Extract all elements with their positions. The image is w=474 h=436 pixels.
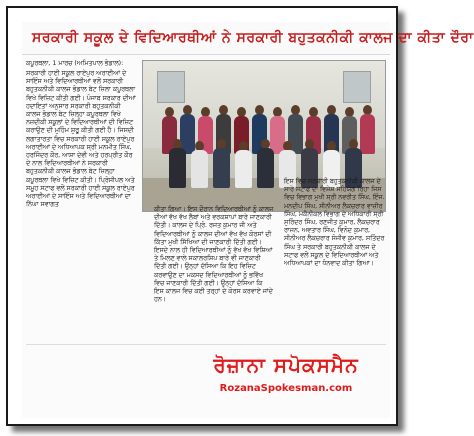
article-column-3: ਇਸ ਵਿਚ ਸਰਕਾਰੀ ਬਹੁਤਕਨੀਕੀ ਕਾਲਜ ਦੇ ਸਾਰੇ ਸਟਾਫ ਦਾ ਵਿਸ਼ੇਸ਼ ਸਹਿਯੋਗ ਰਿਹਾ ਜਿਸ ਵਿਚ ਵਿਭਾਗ ਮੁਖੀ ਸ੍ਰੀ ਨਵਰੀਤ ਸਿੰਘ, ਇੰਜ. ਮਨਦੀਪ ਸਿੰਘ, ਸੀਨੀਅਰ ਲੈਕਚਰਾਰ ਵਾਜ਼ੀਰ ਸਿੰਘ, ਮਕੈਨੀਕਲ ਵਿਭਾਗ ਦੇ ਅਧਿਕਾਰੀ ਸ੍ਰੀ ਸੁਰਿੰਦਰ ਸਿੰਘ, ਰਣਜੀਤ ਕੁਮਾਰ, ਲੈਕਚਰਾਰ ਰਾਜਨ, ਅਵਤਾਰ ਸਿੰਘ, ਵਿਨੋਦ ਕੁਮਾਰ, ਸੀਨੀਅਰ ਲੈਕਚਰਾਰ ਸੰਜੀਵ ਕੁਮਾਰ, ਸਤਿੰਦਰ ਸਿੰਘ ਤੇ ਸਰਕਾਰੀ ਬਹੁਤਕਨੀਕੀ ਕਾਲਜ ਦੇ ਸਟਾਫ ਵਲੋਂ ਸਕੂਲ ਦੇ ਵਿਦਿਆਰਥੀਆਂ ਅਤੇ ਅਧਿਆਪਕਾਂ ਦਾ ਧੰਨਵਾਦ ਕੀਤਾ ਗਿਆ। <box>284 178 385 268</box>
article-dateline: ਕਪੂਰਥਲਾ, 1 ਮਾਰਚ (ਅਮਿਤਪਾਲ ਭੰਡਾਲ): <box>26 60 124 67</box>
person <box>257 148 274 188</box>
person <box>213 148 230 188</box>
column-bottom-rule <box>26 344 386 345</box>
article-headline: ਸਰਕਾਰੀ ਸਕੂਲ ਦੇ ਵਿਦਿਆਰਥੀਆਂ ਨੇ ਸਰਕਾਰੀ ਬਹੁਤਕਨੀਕੀ ਕਾਲਜ ਦਾ ਕੀਤਾ ਦੌਰਾ <box>32 30 474 46</box>
article-column-1: ਸਰਕਾਰੀ ਹਾਈ ਸਕੂਲ ਰਾਏਪੁਰ ਅਰਾਈਆਂ ਦੇ ਸਾਇੰਸ ਅਤੇ ਵਿਦਿਆਰਥੀਆਂ ਵਲੋਂ ਸਰਕਾਰੀ ਬਹੁਤਕਨੀਕੀ ਕਾਲਜ ਭੰਡਾਲ ਬੇਟ ਜ਼ਿਲਾ ਕਪੂਰਥਲਾ ਵਿਖੇ ਵਿਜ਼ਿਟ ਕੀਤੀ ਗਈ। ਪੰਜਾਬ ਸਰਕਾਰ ਦੀਆਂ ਹਦਾਇਤਾਂ ਅਨੁਸਾਰ ਸਰਕਾਰੀ ਬਹੁਤਕਨੀਕੀ ਕਾਲਜ ਭੰਡਾਲ ਬੇਟ ਜ਼ਿਲ੍ਹਾ ਕਪੂਰਥਲਾ ਵਿਖੇ ਨਜ਼ਦੀਕੀ ਸਕੂਲਾਂ ਦੇ ਵਿਦਿਆਰਥੀਆਂ ਦੀ ਵਿਜ਼ਿਟ ਕਰਾਉਣ ਦੀ ਮੁਹਿੰਮ ਸ਼ੁਰੂ ਕੀਤੀ ਗਈ ਹੈ। ਜਿਸਦੀ ਲਗਾਤਾਰਤਾ ਵਿਚ ਸਰਕਾਰੀ ਹਾਈ ਸਕੂਲ ਰਾਏਪੁਰ ਅਰਾਈਆਂ ਦੇ ਅਧਿਆਪਕ ਸ੍ਰੀ ਮਨਮੀਤ ਸਿੰਘ, ਹਰਜਿੰਦਰ ਕੌਰ, ਆਸ਼ਾ ਦੇਵੀ ਅਤੇ ਹਰਪ੍ਰੀਤ ਕੌਰ ਦੇ ਨਾਲ ਵਿਦਿਆਰਥੀਆਂ ਨੇ ਸਰਕਾਰੀ ਬਹੁਤਕਨੀਕੀ ਕਾਲਜ ਭੰਡਾਲ ਬੇਟ ਜ਼ਿਲ੍ਹਾ ਕਪੂਰਥਲਾ ਵਿਖੇ ਵਿਜ਼ਿਟ ਕੀਤੀ। ਪ੍ਰਿੰਸੀਪਲ ਅਤੇ ਸਮੂਹ ਸਟਾਫ ਵਲੋਂ ਸਰਕਾਰੀ ਹਾਈ ਸਕੂਲ ਰਾਏਪੁਰ ਅਰਾਈਆਂ ਦੇ ਸਾਇੰਸ ਅਤੇ ਵਿਦਿਆਰਥੀਆਂ ਦਾ ਨਿੱਘਾ ਸਵਾਗਤ <box>26 70 136 209</box>
person <box>191 150 208 188</box>
newspaper-masthead: ਰੋਜ਼ਾਨਾ ਸਪੋਕਸਮੈਨ <box>213 353 359 377</box>
clipping-frame <box>6 6 474 426</box>
article-column-2: ਕੀਤਾ ਗਿਆ। ਇਸ ਦੌਰਾਨ ਵਿਦਿਆਰਥੀਆਂ ਨੂੰ ਕਾਲਜ ਦੀਆਂ ਵੱਖ ਵੱਖ ਲੈਬਾਂ ਅਤੇ ਵਰਕਸ਼ਾਪਾਂ ਬਾਰੇ ਜਾਣਕਾਰੀ ਦਿੱਤੀ। ਕਾਲਜ ਦੇ ਪ੍ਰਿੰ. ਰਜਤ ਕੁਮਾਰ ਜੀ ਅਤੇ ਵਿਦਿਆਰਥੀਆਂ ਨੂੰ ਕਾਲਜ ਦੀਆਂ ਵੱਖ ਵੱਖ ਕੋਰਸਾਂ ਦੀ ਕਿੱਤਾ ਮੁਖੀ ਸਿੱਖਿਆ ਦੀ ਜਾਣਕਾਰੀ ਦਿੱਤੀ ਗਈ। ਇਸਦੇ ਨਾਲ ਹੀ ਵਿਦਿਆਰਥੀਆਂ ਨੂੰ ਵੱਖ ਵੱਖ ਵਿਸ਼ਿਆਂ ਤੇ ਮਿਲਣ ਵਾਲੇ ਸਕਾਲਰਸ਼ਿਪ ਬਾਰੇ ਵੀ ਜਾਣਕਾਰੀ ਦਿੱਤੀ ਗਈ। ਉਨ੍ਹਾਂ ਦੱਸਿਆ ਕਿ ਇਹ ਵਿਜ਼ਿਟ ਕਰਵਾਉਣ ਦਾ ਮਕਸਦ ਵਿਦਿਆਰਥੀਆਂ ਨੂੰ ਭਵਿੱਖ ਵਿਚ ਜਾਣਕਾਰੀ ਦਿੱਤੀ ਗਈ। ਉਨ੍ਹਾਂ ਦੱਸਿਆ ਕਿ ਇਸ ਕਾਲਜ ਵਿਚ ਕਈ ਤਰ੍ਹਾਂ ਦੇ ਕੋਰਸ ਕਰਵਾਏ ਜਾਂਦੇ ਹਨ। <box>154 206 274 304</box>
newspaper-clipping <box>22 22 474 418</box>
photo-window <box>157 71 185 103</box>
photo-window <box>343 71 371 103</box>
headline-band <box>22 22 474 55</box>
person <box>235 150 252 188</box>
person <box>360 114 375 154</box>
person <box>169 148 186 188</box>
newspaper-website: RozanaSpokesman.com <box>219 383 353 394</box>
